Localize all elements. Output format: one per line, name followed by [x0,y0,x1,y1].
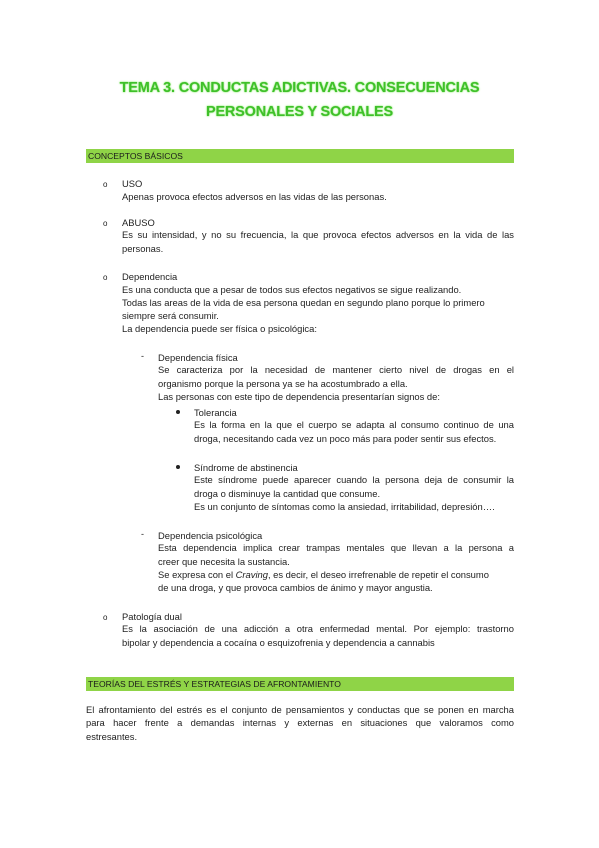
page-title-line1: TEMA 3. CONDUCTAS ADICTIVAS. CONSECUENCIAS [119,80,480,96]
subitem-text-psicologica-3 [158,568,489,581]
item-text-abuso-1: Es su intensidad, y no su frecuencia, la que provoca efectos adversos en la vida de las [122,229,514,240]
craving-pre: Se expresa con el [158,569,236,580]
bullet-marker: o [103,180,108,189]
subitem-text-psicologica-2: creer que necesita la sustancia. [158,556,290,567]
sign-text-tolerancia-2: droga, necesitando cada vez un poco más para poder sentir sus efectos. [194,433,497,444]
item-text-dual-1: Es la asociación de una adicción a otra enfermedad mental. Por ejemplo: trastorno [122,623,514,634]
dash-marker: - [141,351,144,361]
item-text-dependencia-4: La dependencia puede ser física o psicológica: [122,323,317,334]
sign-text-tolerancia-1: Es la forma en la que el cuerpo se adapta al consumo continuo de una [194,419,514,430]
craving-post: , es decir, el deseo irrefrenable de repetir el consumo [267,569,489,580]
paragraph-line-3: estresantes. [86,731,138,742]
subitem-text-psicologica-1: Esta dependencia implica crear trampas mentales que llevan a la persona a [158,542,514,553]
craving-word: Craving [235,569,268,580]
bullet-dot [176,465,180,469]
item-label-abuso: ABUSO [122,217,155,228]
page-title-line2: PERSONALES Y SOCIALES [205,104,394,120]
subitem-text-fisica-1: Se caracteriza por la necesidad de mantener cierto nivel de drogas en el [158,364,514,375]
subitem-text-fisica-3: Las personas con este tipo de dependencia presentarían signos de: [158,391,440,402]
dash-marker: - [141,529,144,539]
item-text-abuso-2: personas. [122,243,164,254]
subitem-text-fisica-2: organismo porque la persona ya se ha acostumbrado a ella. [158,378,408,389]
item-label-dependencia: Dependencia [122,271,178,282]
sign-label-abstinencia: Síndrome de abstinencia [194,462,298,473]
bullet-marker: o [103,273,108,282]
sign-label-tolerancia: Tolerancia [194,407,237,418]
item-text-uso: Apenas provoca efectos adversos en las vidas de las personas. [122,191,387,202]
paragraph-line-2: para hacer frente a demandas internas y externas en situaciones que valoramos como [86,717,514,728]
item-label-uso: USO [122,178,143,189]
subitem-label-psicologica: Dependencia psicológica [158,530,263,541]
item-text-dependencia-1: Es una conducta que a pesar de todos sus efectos negativos se sigue realizando. [122,284,462,295]
section-heading-conceptos: CONCEPTOS BÁSICOS [86,149,514,163]
sign-text-abstinencia-2: droga o disminuye la cantidad que consume. [194,488,381,499]
paragraph-line-1: El afrontamiento del estrés es el conjunto de pensamientos y conductas que se ponen en marcha [86,704,514,715]
bullet-dot [176,410,180,414]
item-label-dual: Patología dual [122,611,182,622]
item-text-dual-2: bipolar y dependencia a cocaína o esquizofrenia y dependencia a cannabis [122,637,435,648]
sign-text-abstinencia-1: Este síndrome puede aparecer cuando la persona deja de consumir la [194,474,514,485]
subitem-label-fisica: Dependencia física [158,352,238,363]
subitem-text-psicologica-4: de una droga, y que provoca cambios de ánimo y mayor angustia. [158,582,433,593]
bullet-marker: o [103,613,108,622]
section-heading-estres: TEORÍAS DEL ESTRÉS Y ESTRATEGIAS DE AFRONTAMIENTO [86,677,514,691]
item-text-dependencia-2: Todas las areas de la vida de esa persona quedan en segundo plano porque lo primero [122,297,485,308]
bullet-marker: o [103,219,108,228]
item-text-dependencia-3: siempre será consumir. [122,310,219,321]
sign-text-abstinencia-3: Es un conjunto de síntomas como la ansiedad, irritabilidad, depresión…. [194,501,495,512]
